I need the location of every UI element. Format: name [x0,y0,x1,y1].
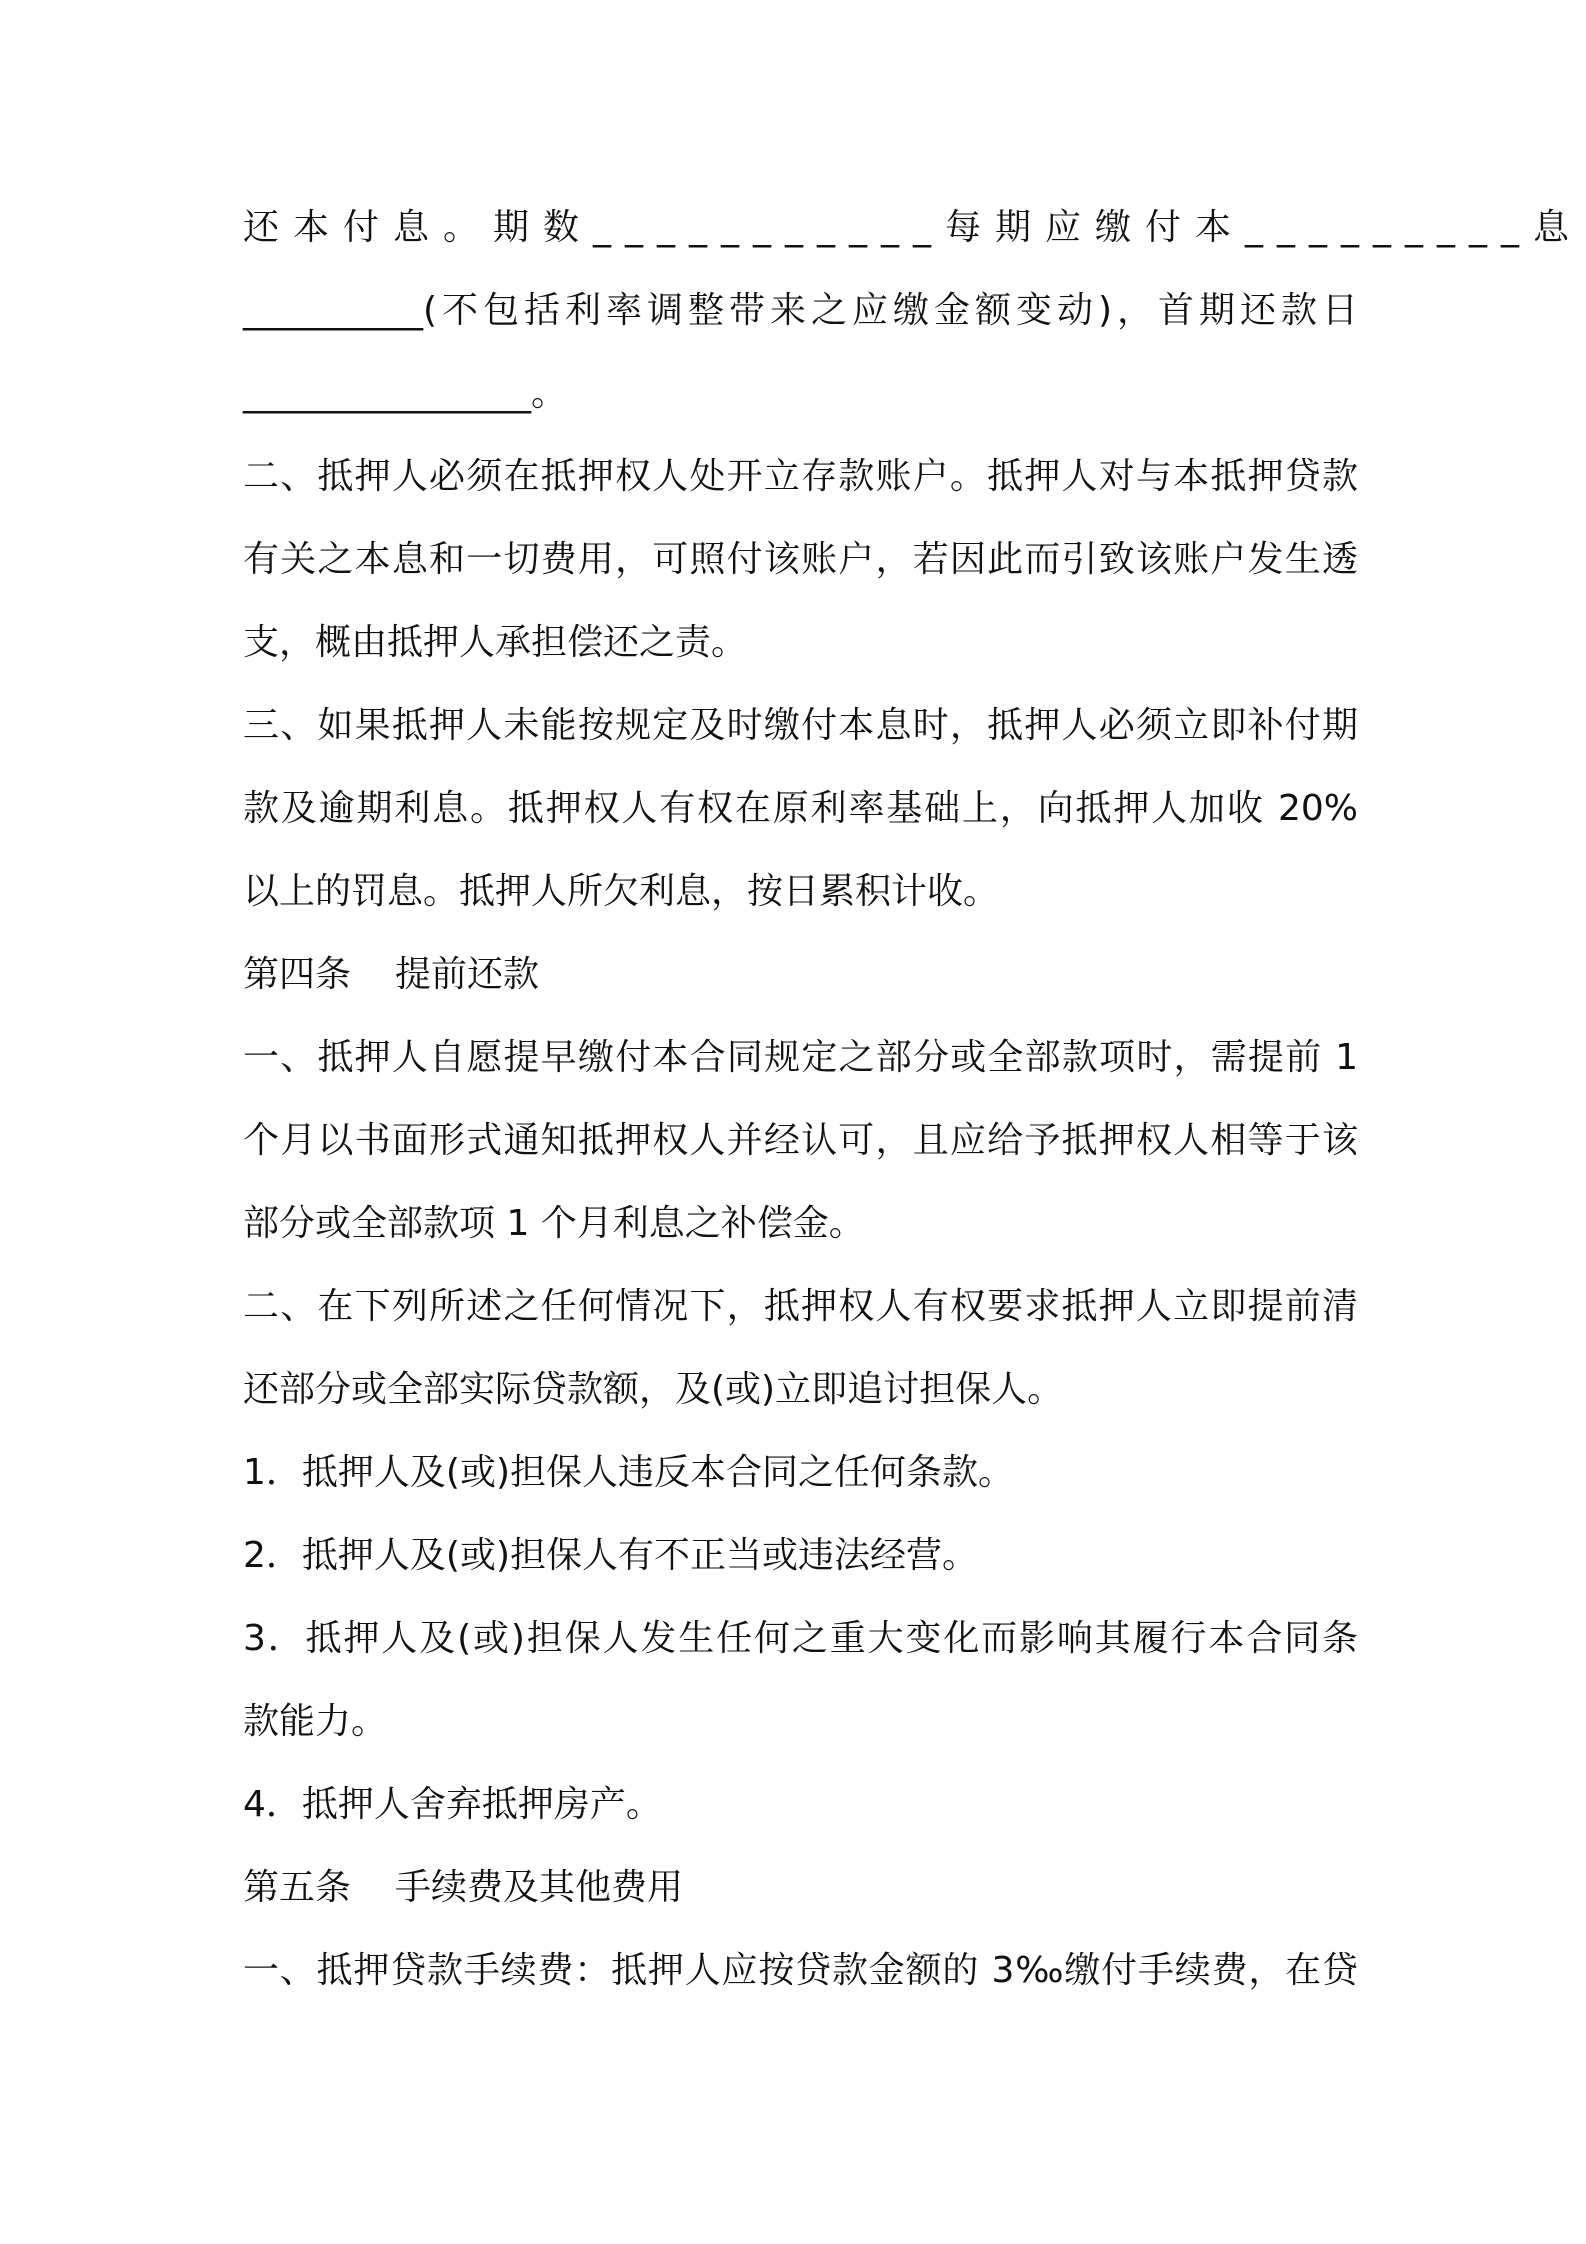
list-item: 1．抵押人及(或)担保人违反本合同之任何条款。 [243,1452,1014,1493]
paragraph-line: 部分或全部款项 1 个月利息之补偿金。 [243,1203,865,1244]
paragraph-line: 个月以书面形式通知抵押权人并经认可，且应给予抵押权人相等于该 [243,1120,1358,1161]
paragraph-line: 二、在下列所述之任何情况下，抵押权人有权要求抵押人立即提前清 [243,1286,1358,1327]
paragraph-line: 二、抵押人必须在抵押权人处开立存款账户。抵押人对与本抵押贷款 [243,456,1358,497]
paragraph-line: 支，概由抵押人承担偿还之责。 [243,622,748,663]
article-number: 第五条 [243,1867,352,1908]
list-item: 2．抵押人及(或)担保人有不正当或违法经营。 [243,1535,978,1576]
paragraph-line: 一、抵押贷款手续费：抵押人应按贷款金额的 3‰缴付手续费，在贷 [243,1950,1358,1991]
article-title: 手续费及其他费用 [395,1867,684,1908]
article-heading [243,945,1358,1028]
list-item: 4．抵押人舍弃抵押房产。 [243,1784,662,1825]
paragraph-line: 款及逾期利息。抵押权人有权在原利率基础上，向抵押人加收 20% [243,788,1358,829]
list-item: 款能力。 [243,1701,388,1742]
paragraph-line: 有关之本息和一切费用，可照付该账户，若因此而引致该账户发生透 [243,539,1358,580]
paragraph-line: 一、抵押人自愿提早缴付本合同规定之部分或全部款项时，需提前 1 [243,1037,1358,1078]
repayment-terms-line: 还本付息。期数___________每期应缴付本_________息 [243,207,1584,248]
repayment-terms-line: __________(不包括利率调整带来之应缴金额变动)，首期还款日 [243,290,1358,331]
paragraph-line: 以上的罚息。抵押人所欠利息，按日累积计收。 [243,871,1000,912]
contract-page [243,198,1584,2024]
list-item: 3．抵押人及(或)担保人发生任何之重大变化而影响其履行本合同条 [243,1618,1358,1659]
paragraph-line: 还部分或全部实际贷款额，及(或)立即追讨担保人。 [243,1369,1064,1410]
repayment-terms-line: ________________。 [243,373,567,414]
paragraph-line: 三、如果抵押人未能按规定及时缴付本息时，抵押人必须立即补付期 [243,705,1358,746]
article-number: 第四条 [243,954,352,995]
article-heading [243,1858,1358,1941]
article-title: 提前还款 [395,954,540,995]
